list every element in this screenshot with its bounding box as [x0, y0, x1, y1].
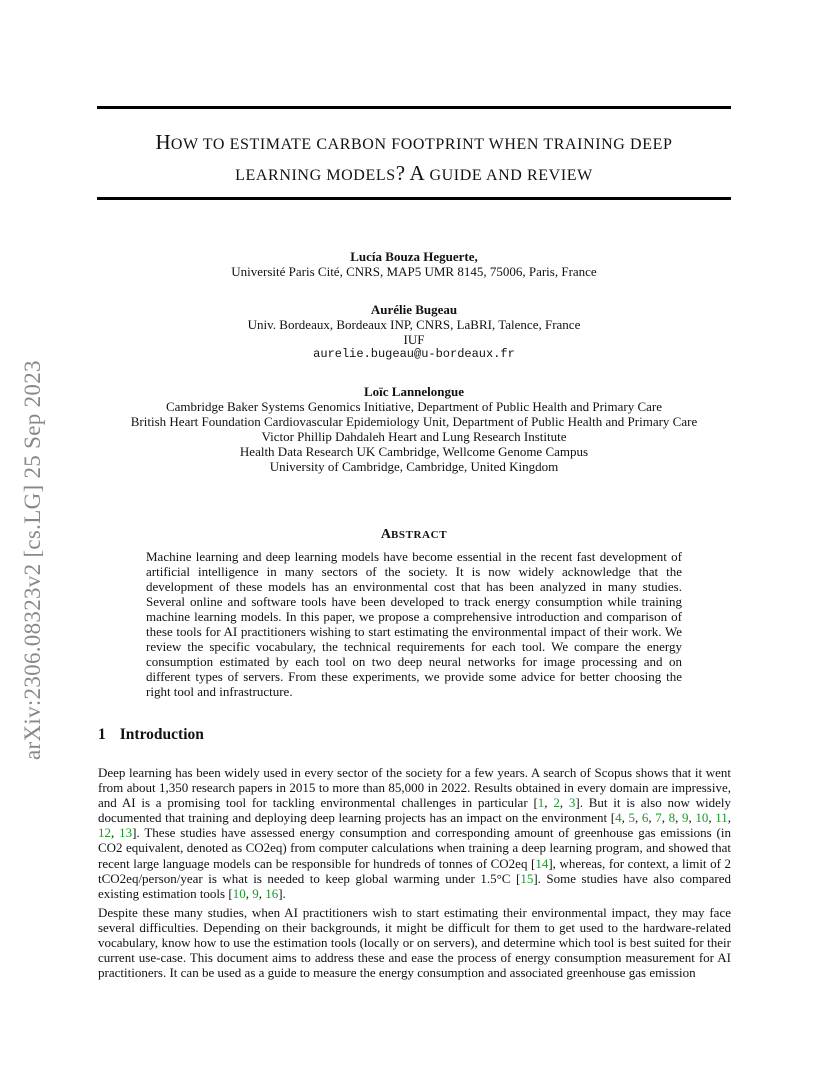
author-affiliation: IUF [403, 332, 425, 347]
citation-link[interactable]: 4 [615, 810, 622, 826]
citation-link[interactable]: 2 [553, 795, 560, 811]
citation-link[interactable]: 15 [520, 870, 534, 886]
author-affiliation: Health Data Research UK Cambridge, Wellcome Genome Campus [239, 444, 589, 459]
author-affiliation: Université Paris Cité, CNRS, MAP5 UMR 8145, 75006, Paris, France [231, 264, 597, 279]
abstract-heading: ABSTRACT [380, 527, 448, 542]
author-affiliation: Cambridge Baker Systems Genomics Initiative, Department of Public Health and Primary Care [165, 399, 663, 414]
citation-link[interactable]: 5 [628, 810, 635, 826]
citation-link[interactable]: 9 [252, 885, 259, 901]
citation-link[interactable]: 3 [568, 795, 576, 811]
intro-paragraph-2 [98, 905, 731, 980]
paragraph-text: Despite these many studies, when AI practitioners wish to start estimating their environmental impact, they may face several difficulties. Depending on their backgrounds, it might be difficult for them to get used to the hardware-related vocabulary, know how to use the estimation tools (locally or on servers), and determine which tool is best suited for their current use-case. This document aims to address these and ease the process of energy consumption measurement for AI practitioners. It can be used as a guide to measure the energy consumption and associated greenhouse gas emission [98, 905, 731, 981]
paper-title [97, 128, 731, 190]
citation-link[interactable]: 6 [641, 810, 649, 826]
citation-link[interactable]: 11 [715, 810, 728, 826]
citation-link[interactable]: 12 [98, 825, 111, 841]
author-name: Loïc Lannelongue [363, 384, 465, 399]
citation-link[interactable]: 7 [655, 810, 662, 826]
author-email[interactable]: aurelie.bugeau@u-bordeaux.fr [313, 347, 515, 361]
citation-link[interactable]: 10 [695, 810, 709, 826]
citation-link[interactable]: 13 [119, 825, 133, 841]
citation-link[interactable]: 10 [232, 885, 246, 901]
title-line-2: LEARNING MODELS? A GUIDE AND REVIEW [235, 161, 593, 185]
abstract-text: Machine learning and deep learning models have become essential in the recent fast development of artificial intelligence in many sectors of the society. It is now widely acknowledge that the development of these models has an environmental cost that has been analyzed in many studies. Several online and software tools have been developed to track energy consumption while training machine learning models. In this paper, we propose a comprehensive introduction and comparison of these tools for AI practitioners wishing to start estimating the environmental impact of their work. We review the specific vocabulary, the technical requirements for each tool. We compare the energy consumption estimated by each tool on two deep neural networks for image processing and on different types of servers. From these experiments, we provide some advice for better choosing the right tool and infrastructure. [146, 549, 682, 699]
citation-link[interactable]: 16 [265, 885, 279, 901]
author-block-1 [97, 249, 731, 279]
author-affiliation: Univ. Bordeaux, Bordeaux INP, CNRS, LaBRI, Talence, France [247, 317, 581, 332]
author-name: Lucía Bouza Heguerte, [350, 249, 478, 264]
citation-link[interactable]: 1 [537, 795, 545, 811]
intro-paragraph-1 [98, 765, 731, 901]
section-number: 1 [98, 726, 106, 743]
citation-link[interactable]: 8 [668, 810, 676, 826]
author-affiliation: Victor Phillip Dahdaleh Heart and Lung Research Institute [261, 429, 567, 444]
author-block-3 [97, 384, 731, 474]
title-line-1: HOW TO ESTIMATE CARBON FOOTPRINT WHEN TRAINING DEEP [155, 130, 673, 154]
author-affiliation: British Heart Foundation Cardiovascular Epidemiology Unit, Department of Public Health and Primary Care [130, 414, 698, 429]
arxiv-stamp: arXiv:2306.08323v2 [cs.LG] 25 Sep 2023 [20, 360, 45, 760]
paragraph-text: Deep learning has been widely used in every sector of the society for a few years. A search of Scopus shows that it went from about 1,350 research papers in 2015 to more than 85,000 in 2022. Results obtained in every domain are impressive, and AI is a promising tool for tackling environmental challenges in particular [1, 2, 3]. But it is also now widely documented that training and deploying deep learning projects has an impact on the environment [4, 5, 6, 7, 8, 9, 10, 11, 12, 13]. These studies have assessed energy consumption and corresponding amount of greenhouse gas emissions (in CO2 equivalent, denoted as CO2eq) from computer calculations when training a deep learning program, and showed that recent large language models can be responsible for hundreds of tonnes of CO2eq [14], whereas, for context, a limit of 2 tCO2eq/person/year is what is needed to keep global warming under 1.5°C [15]. Some studies have also compared existing estimation tools [10, 9, 16]. [98, 765, 732, 901]
citation-link[interactable]: 14 [535, 855, 549, 871]
section-title: Introduction [119, 726, 204, 743]
top-rule [97, 106, 731, 109]
bottom-rule [97, 197, 731, 200]
author-block-2 [97, 302, 731, 362]
author-name: Aurélie Bugeau [370, 302, 458, 317]
citation-link[interactable]: 9 [681, 810, 689, 826]
author-affiliation: University of Cambridge, Cambridge, United Kingdom [269, 459, 559, 474]
section-heading [98, 726, 204, 744]
